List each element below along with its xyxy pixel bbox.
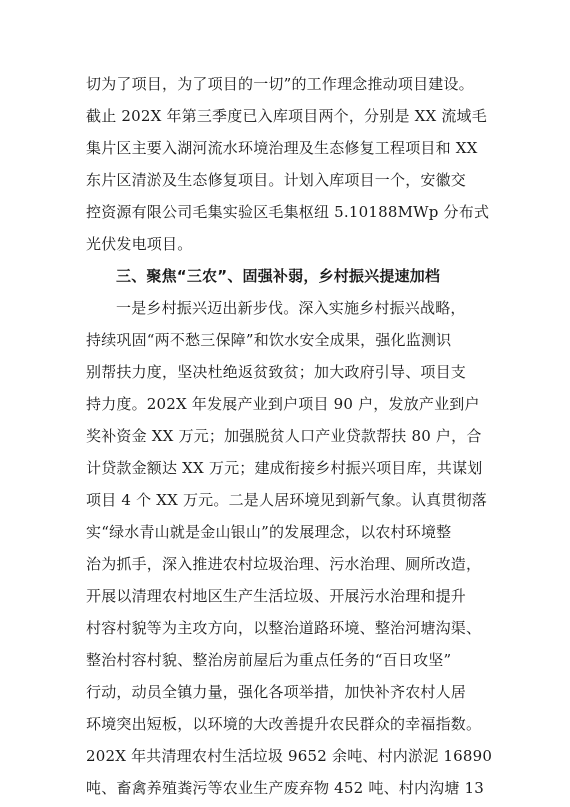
paragraph-line-20: 环境突出短板，以环境的大改善提升农民群众的幸福指数。 <box>86 715 482 733</box>
paragraph-line-13: 项目 4 个 XX 万元。二是人居环境见到新气象。认真贯彻落 <box>86 491 487 509</box>
section-heading: 三、聚焦“三农”、固强补弱，乡村振兴提速加档 <box>116 267 441 285</box>
paragraph-line-3: 集片区主要入湖河流水环境治理及生态修复工程项目和 XX <box>86 139 478 157</box>
paragraph-line-12: 计贷款金额达 XX 万元；建成衔接乡村振兴项目库，共谋划 <box>86 459 483 477</box>
paragraph-line-15: 治为抓手，深入推进农村垃圾治理、污水治理、厕所改造， <box>86 555 482 573</box>
paragraph-line-14: 实“绿水青山就是金山银山”的发展理念，以农村环境整 <box>86 523 452 541</box>
paragraph-line-22: 吨、畜禽养殖粪污等农业生产废弃物 452 吨、村内沟塘 13 <box>86 779 485 797</box>
paragraph-line-9: 别帮扶力度，坚决杜绝返贫致贫；加大政府引导、项目支 <box>86 363 467 381</box>
paragraph-line-6: 光伏发电项目。 <box>86 235 193 253</box>
paragraph-line-21: 202X 年共清理农村生活垃圾 9652 余吨、村内淤泥 16890 <box>86 747 493 765</box>
paragraph-line-4: 东片区清淤及生态修复项目。计划入库项目一个，安徽交 <box>86 171 467 189</box>
paragraph-line-17: 村容村貌等为主攻方向，以整治道路环境、整治河塘沟渠、 <box>86 619 482 637</box>
paragraph-line-11: 奖补资金 XX 万元；加强脱贫人口产业贷款帮扶 80 户，合 <box>86 427 482 445</box>
paragraph-line-18: 整治村容村貌、整治房前屋后为重点任务的“百日攻坚” <box>86 651 452 669</box>
paragraph-line-5: 控资源有限公司毛集实验区毛集枢纽 5.10188MWp 分布式 <box>86 203 490 221</box>
paragraph-line-8: 持续巩固“两不愁三保障”和饮水安全成果，强化监测识 <box>86 331 452 349</box>
paragraph-line-7: 一是乡村振兴迈出新步伐。深入实施乡村振兴战略， <box>116 299 466 317</box>
paragraph-line-16: 开展以清理农村地区生产生活垃圾、开展污水治理和提升 <box>86 587 467 605</box>
paragraph-line-2: 截止 202X 年第三季度已入库项目两个，分别是 XX 流域毛 <box>86 107 487 125</box>
paragraph-line-1: 切为了项目，为了项目的一切”的工作理念推动项目建设。 <box>86 75 474 93</box>
paragraph-line-10: 持力度。202X 年发展产业到户项目 90 户，发放产业到户 <box>86 395 480 413</box>
paragraph-line-19: 行动，动员全镇力量，强化各项举措，加快补齐农村人居 <box>86 683 467 701</box>
